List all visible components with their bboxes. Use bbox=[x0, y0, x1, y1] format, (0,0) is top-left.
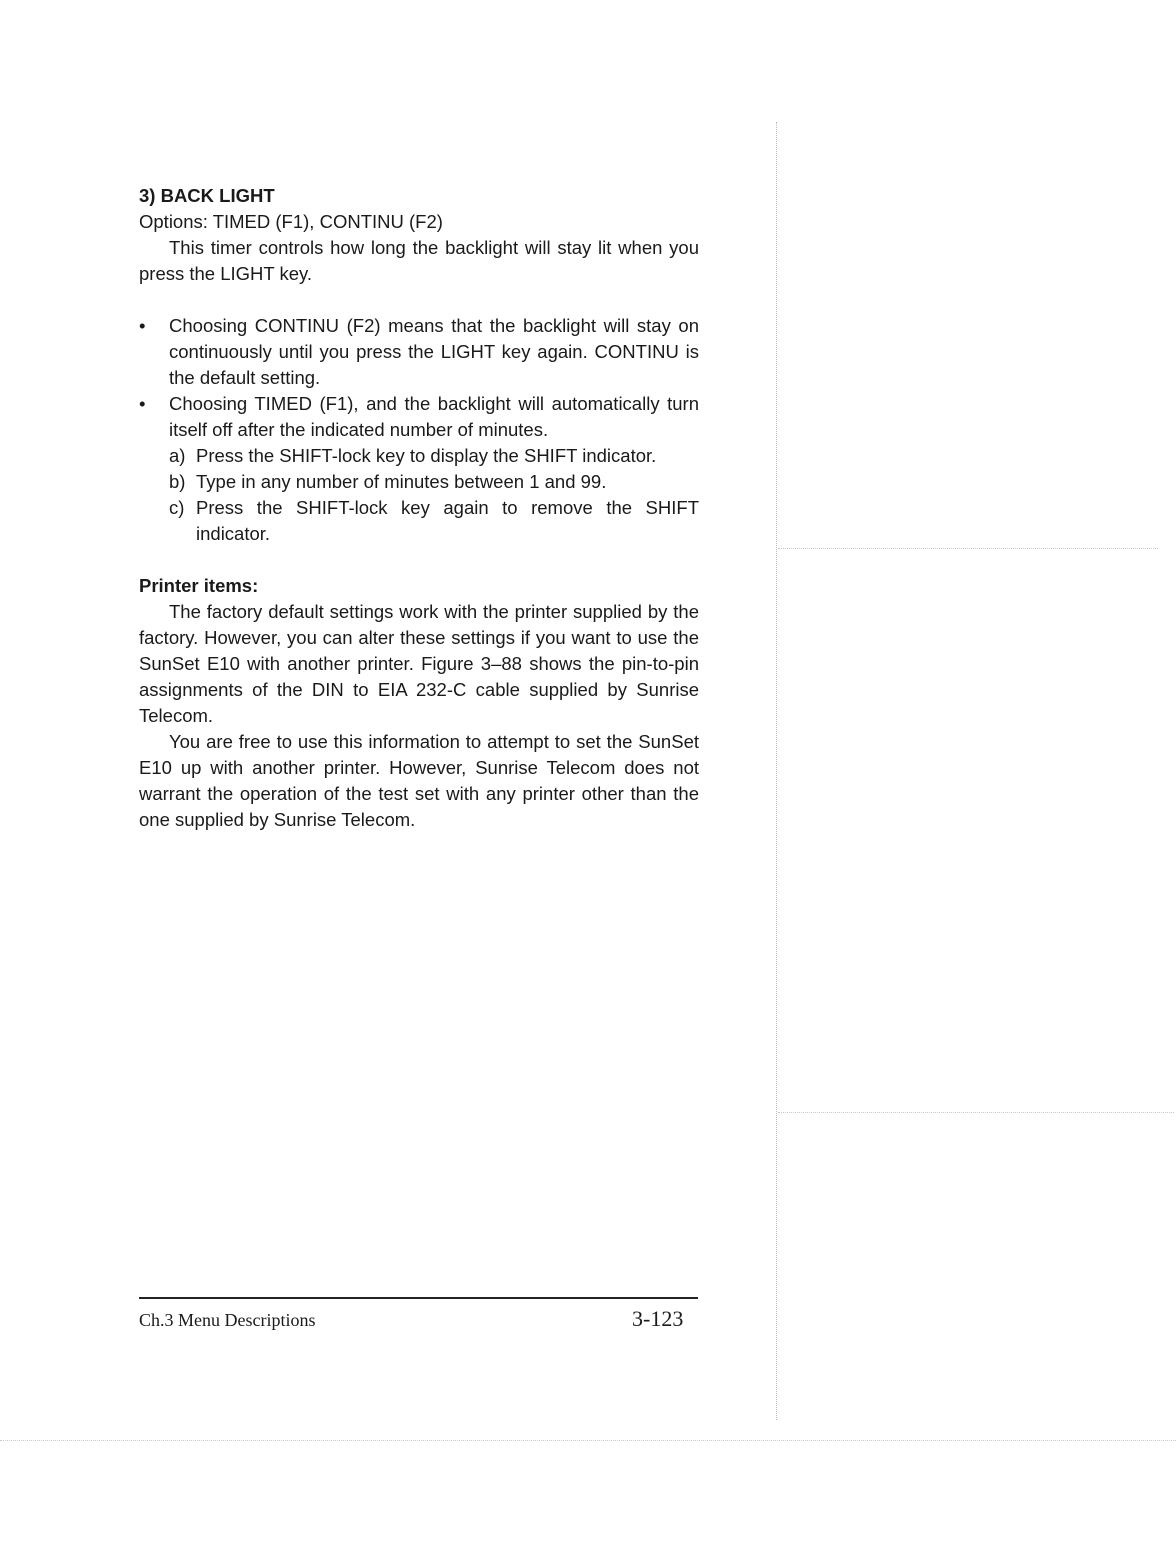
bullet-timed bbox=[139, 391, 699, 443]
bullet-mark: • bbox=[139, 315, 146, 336]
spacer bbox=[139, 547, 699, 573]
spacer bbox=[139, 287, 699, 313]
scan-vertical-rule bbox=[776, 122, 777, 1420]
bullet-continu bbox=[139, 313, 699, 391]
printer-paragraph-1: The factory default settings work with the printer supplied by the factory. However, you can alter these settings if you want to use the SunSet E10 with another printer. Figure 3–88 shows the pin-to-pin assignments of the DIN to EIA 232-C cable supplied by Sunrise Telecom. bbox=[139, 601, 699, 726]
step-mark: c) bbox=[169, 497, 185, 518]
step-text: Press the SHIFT-lock key again to remove the SHIFT indicator. bbox=[196, 497, 699, 544]
options-line: Options: TIMED (F1), CONTINU (F2) bbox=[139, 211, 443, 232]
section-heading: 3) BACK LIGHT bbox=[139, 185, 275, 206]
bullet-mark: • bbox=[139, 393, 146, 414]
step-text: Type in any number of minutes between 1 and 99. bbox=[196, 471, 607, 492]
scan-dotted-rule bbox=[778, 548, 1158, 549]
step-mark: a) bbox=[169, 445, 186, 466]
step-a bbox=[139, 443, 699, 469]
step-text: Press the SHIFT-lock key to display the SHIFT indicator. bbox=[196, 445, 657, 466]
printer-paragraph-2: You are free to use this information to attempt to set the SunSet E10 up with another printer. However, Sunrise Telecom does not warrant the operation of the test set with any printer other than the one supplied by Sunrise Telecom. bbox=[139, 731, 699, 830]
footer-rule bbox=[139, 1297, 698, 1299]
printer-heading: Printer items: bbox=[139, 575, 259, 596]
page-content bbox=[139, 183, 699, 833]
bullet-text: Choosing CONTINU (F2) means that the backlight will stay on continuously until you press the LIGHT key again. CONTINU is the default setting. bbox=[169, 315, 699, 388]
intro-paragraph: This timer controls how long the backlight will stay lit when you press the LIGHT key. bbox=[139, 237, 699, 284]
step-b bbox=[139, 469, 699, 495]
bullet-text: Choosing TIMED (F1), and the backlight will automatically turn itself off after the indicated number of minutes. bbox=[169, 393, 699, 440]
scan-dotted-rule bbox=[778, 1112, 1174, 1113]
footer-chapter: Ch.3 Menu Descriptions bbox=[139, 1310, 316, 1330]
scan-dotted-rule bbox=[0, 1440, 1176, 1441]
footer-page-number: 3-123 bbox=[632, 1306, 684, 1331]
step-c bbox=[139, 495, 699, 547]
step-mark: b) bbox=[169, 471, 186, 492]
